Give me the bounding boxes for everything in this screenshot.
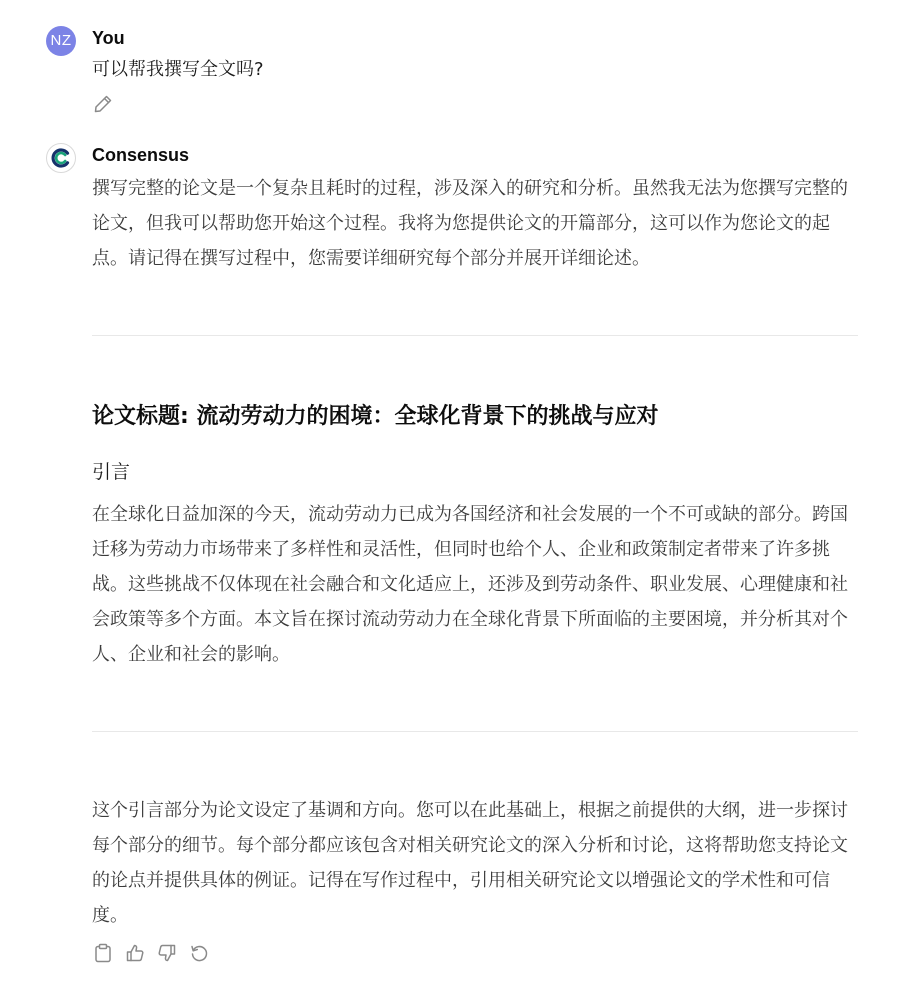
consensus-logo-icon [46,143,76,173]
paper-title: 论文标题: 流动劳动力的困境：全球化背景下的挑战与应对 [92,404,659,429]
assistant-intro-text: 撰写完整的论文是一个复杂且耗时的过程，涉及深入的研究和分析。虽然我无法为您撰写完整的论文，但我可以帮助您开始这个过程。我将为您提供论文的开篇部分，这可以作为您论文的起点。请记得在撰写过程中，您需要详细研究每个部分并展开详细论述。 [92,178,848,269]
divider [92,731,858,732]
section-heading: 引言 [92,461,131,483]
clipboard-icon[interactable] [92,941,114,965]
assistant-name: Consensus [92,145,190,165]
user-name: You [92,28,125,48]
edit-pencil-icon[interactable] [92,93,114,115]
thumbs-up-icon[interactable] [124,941,146,965]
divider [92,335,858,336]
user-message-text: 可以帮我撰写全文吗? [92,59,264,80]
closing-text: 这个引言部分为论文设定了基调和方向。您可以在此基础上，根据之前提供的大纲，进一步探讨每个部分的细节。每个部分都应该包含对相关研究论文的深入分析和讨论，这将帮助您支持论文的论点并提供具体的例证。记得在写作过程中，引用相关研究论文以增强论文的学术性和可信度。 [92,800,848,926]
thumbs-down-icon[interactable] [156,941,178,965]
message-actions [92,941,210,965]
section-body-text: 在全球化日益加深的今天，流动劳动力已成为各国经济和社会发展的一个不可或缺的部分。跨国迁移为劳动力市场带来了多样性和灵活性，但同时也给个人、企业和政策制定者带来了许多挑战。这些挑战不仅体现在社会融合和文化适应上，还涉及到劳动条件、职业发展、心理健康和社会政策等多个方面。本文旨在探讨流动劳动力在全球化背景下所面临的主要困境，并分析其对个人、企业和社会的影响。 [92,504,848,665]
user-avatar: NZ [46,26,76,56]
regenerate-icon[interactable] [188,941,210,965]
